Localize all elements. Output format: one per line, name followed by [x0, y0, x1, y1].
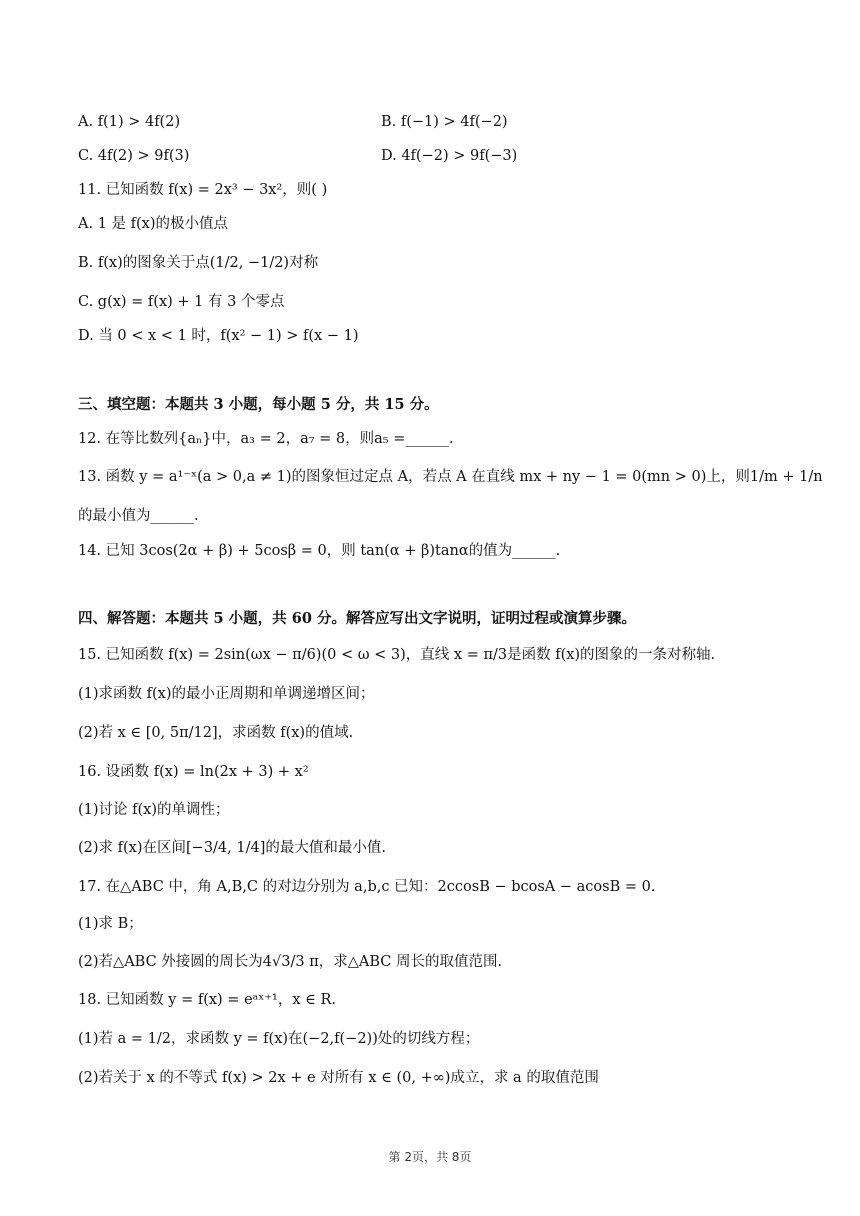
- q16-stem: 16. 设函数 f(x) = ln(2x + 3) + x²: [78, 764, 309, 780]
- q11-stem: 11. 已知函数 f(x) = 2x³ − 3x²，则( ): [78, 182, 328, 198]
- q10-option-c: C. 4f(2) > 9f(3): [78, 148, 190, 164]
- q11-option-c: C. g(x) = f(x) + 1 有 3 个零点: [78, 294, 285, 310]
- q18-part2: (2)若关于 x 的不等式 f(x) > 2x + e 对所有 x ∈ (0, +∞)成立，求 a 的取值范围: [78, 1070, 599, 1086]
- q10-option-d: D. 4f(−2) > 9f(−3): [381, 148, 518, 164]
- q18-stem: 18. 已知函数 y = f(x) = eᵃˣ⁺¹，x ∈ R.: [78, 992, 337, 1008]
- q17-part1: (1)求 B；: [78, 916, 143, 932]
- q11-option-b: B. f(x)的图象关于点(1/2, −1/2)对称: [78, 255, 319, 271]
- q17-stem: 17. 在△ABC 中，角 A,B,C 的对边分别为 a,b,c 已知：2ccosB − bcosA − acosB = 0.: [78, 879, 656, 895]
- q16-part2: (2)求 f(x)在区间[−3/4, 1/4]的最大值和最小值.: [78, 840, 386, 856]
- q18-part1: (1)若 a = 1/2，求函数 y = f(x)在(−2,f(−2))处的切线方程；: [78, 1031, 480, 1047]
- q10-option-a: A. f(1) > 4f(2): [78, 114, 181, 130]
- q10-option-b: B. f(−1) > 4f(−2): [381, 114, 508, 130]
- q16-part1: (1)讨论 f(x)的单调性；: [78, 802, 230, 818]
- q15-stem: 15. 已知函数 f(x) = 2sin(ωx − π/6)(0 < ω < 3)，直线 x = π/3是函数 f(x)的图象的一条对称轴.: [78, 647, 716, 663]
- q15-part2: (2)若 x ∈ [0, 5π/12]，求函数 f(x)的值域.: [78, 725, 354, 741]
- q15-part1: (1)求函数 f(x)的最小正周期和单调递增区间；: [78, 686, 375, 702]
- q14: 14. 已知 3cos(2α + β) + 5cosβ = 0，则 tan(α + β)tanα的值为______.: [78, 543, 561, 559]
- q13-line2: 的最小值为______.: [78, 508, 199, 524]
- page-footer: 第 2页，共 8页: [388, 1150, 472, 1164]
- q12: 12. 在等比数列{aₙ}中，a₃ = 2，a₇ = 8，则a₅ =______.: [78, 431, 454, 447]
- q11-option-a: A. 1 是 f(x)的极小值点: [78, 216, 228, 232]
- section3-heading: 三、填空题：本题共 3 小题，每小题 5 分，共 15 分。: [78, 396, 439, 413]
- q13-line1: 13. 函数 y = a¹⁻ˣ(a > 0,a ≠ 1)的图象恒过定点 A，若点 A 在直线 mx + ny − 1 = 0(mn > 0)上，则1/m + 1/n: [78, 469, 823, 485]
- q17-part2: (2)若△ABC 外接圆的周长为4√3/3 π，求△ABC 周长的取值范围.: [78, 954, 503, 970]
- section4-heading: 四、解答题：本题共 5 小题，共 60 分。解答应写出文字说明，证明过程或演算步骤。: [78, 610, 636, 627]
- q11-option-d: D. 当 0 < x < 1 时，f(x² − 1) > f(x − 1): [78, 328, 359, 344]
